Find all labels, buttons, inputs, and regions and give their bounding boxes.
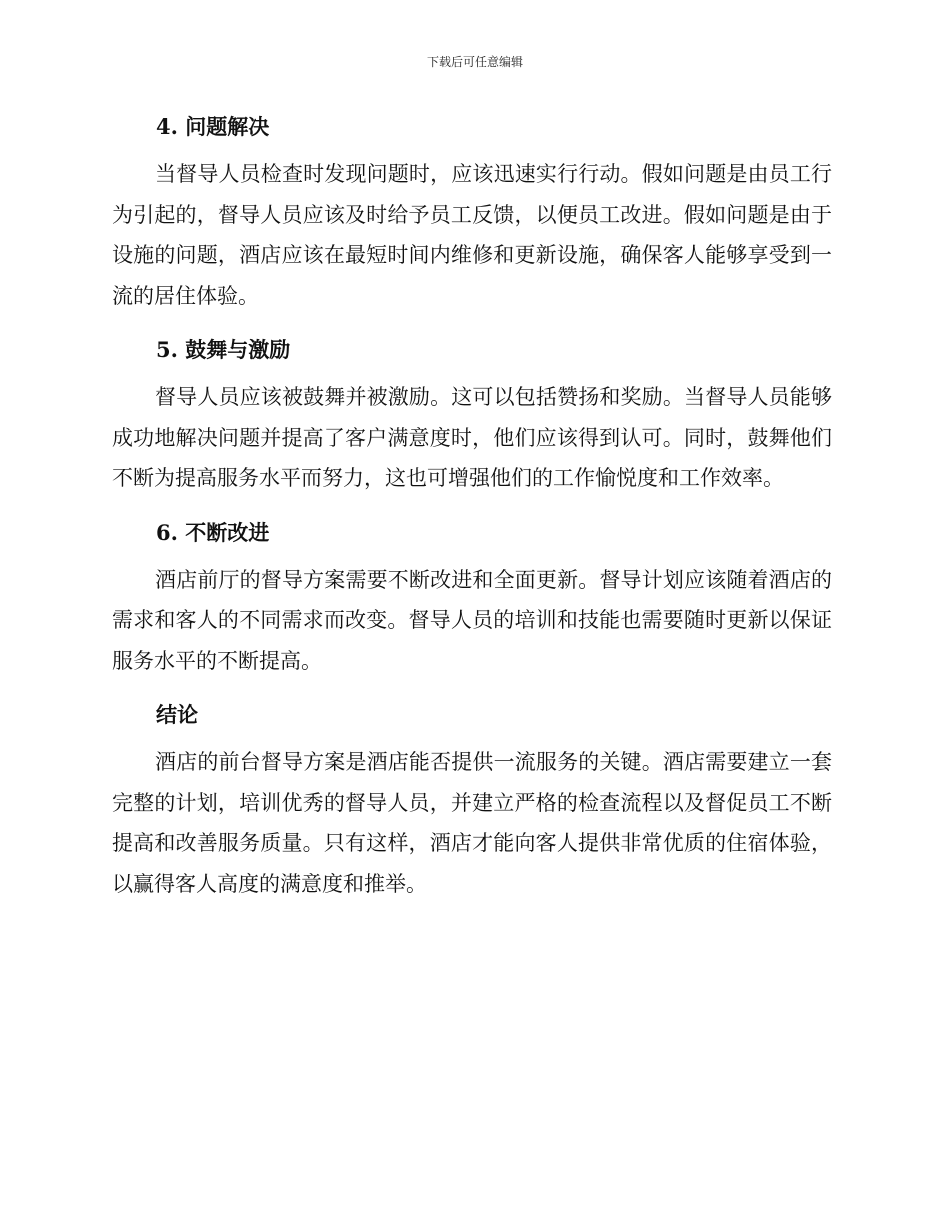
section-heading-problem-solving: 4. 问题解决 bbox=[156, 114, 270, 139]
section-paragraph-conclusion: 酒店的前台督导方案是酒店能否提供一流服务的关键。酒店需要建立一套完整的计划，培训优秀的督导人员，并建立严格的检查流程以及督促员工不断提高和改善服务质量。只有这样，酒店才能向客人提供非常优质的住宿体验，以赢得客人高度的满意度和推举。 bbox=[112, 750, 832, 896]
section-heading-conclusion: 结论 bbox=[156, 702, 198, 727]
section-heading-encouragement: 5. 鼓舞与激励 bbox=[156, 337, 291, 362]
section-paragraph-continuous-improvement: 酒店前厅的督导方案需要不断改进和全面更新。督导计划应该随着酒店的需求和客人的不同需求而改变。督导人员的培训和技能也需要随时更新以保证服务水平的不断提高。 bbox=[112, 567, 832, 673]
section-paragraph-encouragement: 督导人员应该被鼓舞并被激励。这可以包括赞扬和奖励。当督导人员能够成功地解决问题并提高了客户满意度时，他们应该得到认可。同时，鼓舞他们不断为提高服务水平而努力，这也可增强他们的工作愉悦度和工作效率。 bbox=[112, 385, 832, 490]
page-header: 下载后可任意编辑 bbox=[426, 55, 523, 69]
section-paragraph-problem-solving: 当督导人员检查时发现问题时，应该迅速实行行动。假如问题是由员工行为引起的，督导人员应该及时给予员工反馈，以便员工改进。假如问题是由于设施的问题，酒店应该在最短时间内维修和更新设施，确保客人能够享受到一流的居住体验。 bbox=[112, 162, 832, 308]
document-body bbox=[112, 112, 832, 904]
section-heading-continuous-improvement: 6. 不断改进 bbox=[156, 519, 270, 545]
